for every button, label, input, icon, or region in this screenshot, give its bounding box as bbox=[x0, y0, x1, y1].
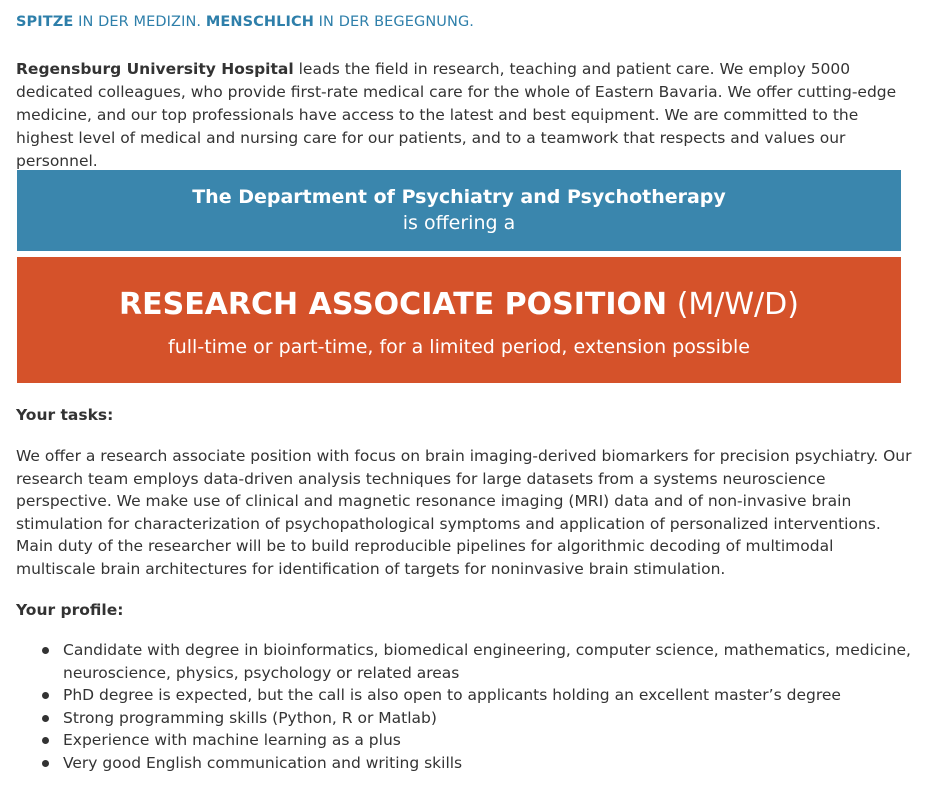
position-title-suffix: (M/W/D) bbox=[667, 287, 799, 322]
position-title-main: RESEARCH ASSOCIATE POSITION bbox=[119, 287, 668, 322]
slogan-text-1: IN DER MEDIZIN. bbox=[73, 14, 206, 30]
position-title bbox=[17, 285, 901, 325]
tasks-heading: Your tasks: bbox=[16, 406, 114, 424]
intro-text: leads the field in research, teaching and patient care. We employ 5000 dedicated colleagues, who provide first-rate medical care for the whole of Eastern Bavaria. We offer cutting-edge medicine, and our top professionals have access to the latest and best equipment. We are committed to the highest level of medical and nursing care for our patients, and to a teamwork that respects and values our personnel. bbox=[16, 60, 897, 170]
slogan-text-2: IN DER BEGEGNUNG. bbox=[313, 14, 474, 30]
list-item: PhD degree is expected, but the call is also open to applicants holding an excellent master’s degree bbox=[16, 684, 916, 707]
list-item: Very good English communication and writing skills bbox=[16, 752, 916, 775]
position-banner bbox=[17, 257, 901, 383]
profile-heading: Your profile: bbox=[16, 601, 124, 619]
slogan-bold-1: SPITZE bbox=[16, 14, 74, 30]
hospital-name: Regensburg University Hospital bbox=[16, 60, 294, 78]
slogan-bold-2: MENSCHLICH bbox=[205, 14, 314, 30]
list-item: Strong programming skills (Python, R or Matlab) bbox=[16, 707, 916, 730]
position-subtitle: full-time or part-time, for a limited period, extension possible bbox=[168, 336, 750, 358]
profile-list bbox=[16, 639, 916, 774]
list-item: Candidate with degree in bioinformatics, biomedical engineering, computer science, mathematics, medicine, neuroscience, physics, psychology or related areas bbox=[16, 639, 916, 684]
tasks-body: We offer a research associate position with focus on brain imaging-derived biomarkers for precision psychiatry. Our research team employs data-driven analysis techniques for large datasets from a systems neuroscience perspective. We make use of clinical and magnetic resonance imaging (MRI) data and of non-invasive brain stimulation for characterization of psychopathological symptoms and application of personalized interventions. Main duty of the researcher will be to build reproducible pipelines for algorithmic decoding of multimodal multiscale brain architectures for identification of targets for noninvasive brain stimulation. bbox=[16, 447, 912, 578]
offering-text: is offering a bbox=[402, 212, 516, 234]
intro-paragraph bbox=[16, 58, 916, 173]
department-banner bbox=[17, 170, 901, 251]
list-item: Experience with machine learning as a plus bbox=[16, 729, 916, 752]
slogan bbox=[16, 14, 474, 30]
department-name: The Department of Psychiatry and Psychotherapy bbox=[192, 186, 726, 208]
